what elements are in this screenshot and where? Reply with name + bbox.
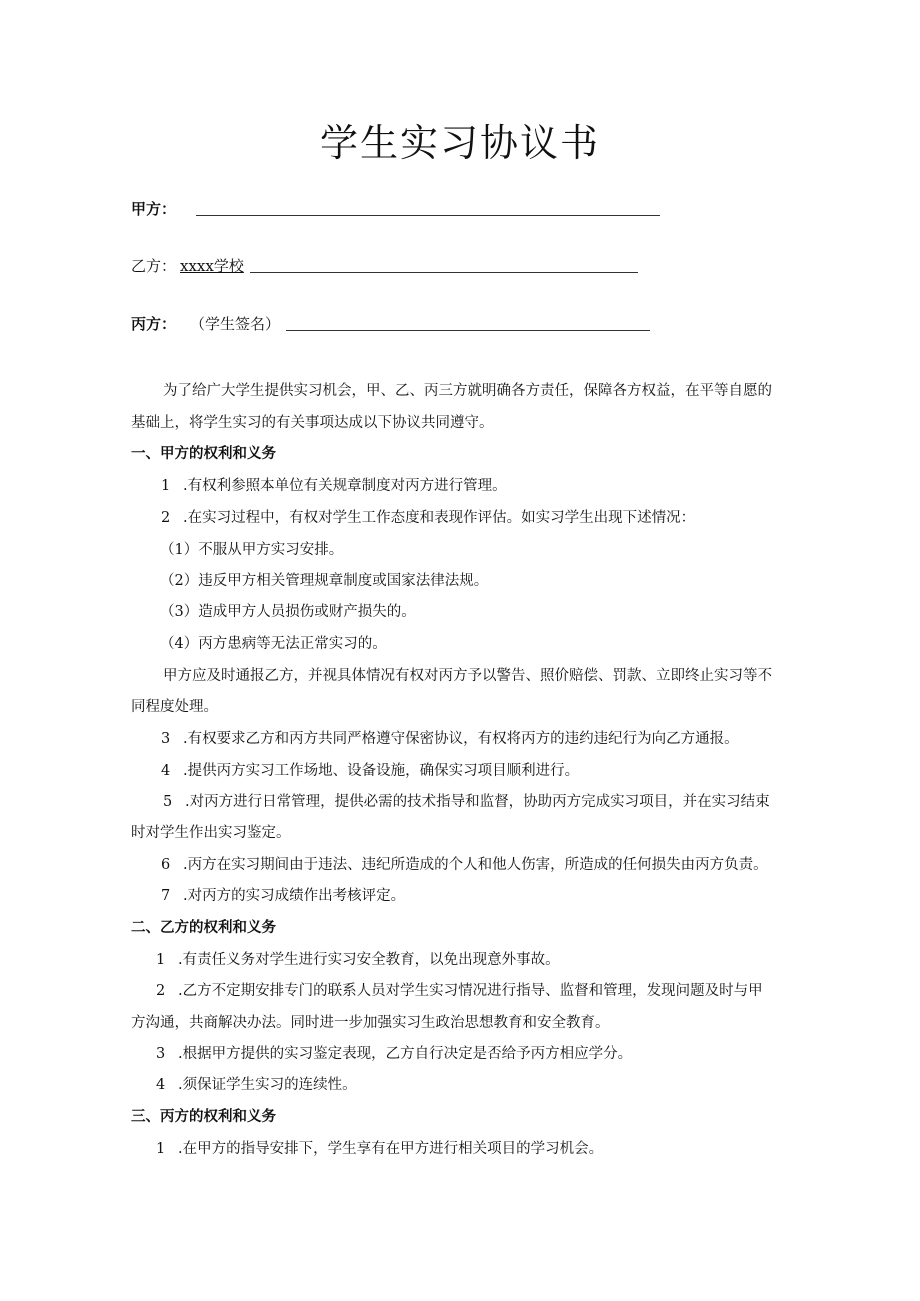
s1-item-3-text: .有权要求乙方和丙方共同严格遵守保密协议，有权将丙方的违约违纪行为向乙方通报。 bbox=[183, 731, 739, 747]
s1-note-line-1: 甲方应及时通报乙方，并视具体情况有权对丙方予以警告、照价赔偿、罚款、立即终止实习等不 bbox=[163, 668, 772, 684]
s1-item-1-text: .有权利参照本单位有关规章制度对丙方进行管理。 bbox=[183, 478, 507, 494]
s2-item-1 bbox=[156, 948, 560, 969]
section-1-heading: 一、甲方的权利和义务 bbox=[131, 446, 276, 462]
party-a-label: 甲方： bbox=[131, 200, 177, 218]
s1-item-5 bbox=[163, 790, 770, 811]
s1-sub-1: （1）不服从甲方实习安排。 bbox=[160, 542, 344, 558]
s1-sub-4: （4）丙方患病等无法正常实习的。 bbox=[160, 636, 387, 652]
s1-item-3 bbox=[161, 727, 739, 748]
s2-item-2-number: 2 bbox=[156, 983, 166, 999]
s1-item-7-text: .对丙方的实习成绩作出考核评定。 bbox=[183, 888, 406, 904]
s2-item-3-number: 3 bbox=[156, 1046, 166, 1062]
s1-item-4-text: .提供丙方实习工作场地、设备设施，确保实习项目顺利进行。 bbox=[183, 763, 580, 779]
s1-item-5-text: .对丙方进行日常管理，提供必需的技术指导和监督，协助丙方完成实习项目，并在实习结束 bbox=[185, 794, 770, 810]
s3-item-1-number: 1 bbox=[156, 1141, 166, 1157]
s1-item-1-number: 1 bbox=[161, 478, 171, 494]
s1-item-5-line-2: 时对学生作出实习鉴定。 bbox=[131, 825, 291, 841]
s1-item-7-number: 7 bbox=[161, 888, 171, 904]
s2-item-3 bbox=[156, 1042, 632, 1063]
s2-item-1-number: 1 bbox=[156, 952, 166, 968]
s1-sub-3: （3）造成甲方人员损伤或财产损失的。 bbox=[160, 604, 416, 620]
s1-item-3-number: 3 bbox=[161, 731, 171, 747]
s1-item-2 bbox=[161, 506, 695, 527]
s3-item-1 bbox=[156, 1137, 603, 1158]
s1-item-6-text: .丙方在实习期间由于违法、违纪所造成的个人和他人伤害，所造成的任何损失由丙方负责。 bbox=[183, 857, 768, 873]
party-a-blank-line bbox=[196, 215, 660, 216]
s1-item-4 bbox=[161, 759, 579, 780]
party-c-row bbox=[131, 313, 650, 334]
party-b-blank-line bbox=[250, 272, 638, 273]
s2-item-4 bbox=[156, 1073, 357, 1094]
document-title: 学生实习协议书 bbox=[319, 121, 600, 165]
s2-item-2 bbox=[156, 979, 763, 1000]
s1-item-1 bbox=[161, 474, 507, 495]
s1-note-line-2: 同程度处理。 bbox=[131, 699, 218, 715]
s1-sub-2: （2）违反甲方相关管理规章制度或国家法律法规。 bbox=[160, 573, 489, 589]
party-c-blank-line bbox=[286, 330, 650, 331]
s1-item-6 bbox=[161, 853, 768, 874]
s1-item-6-number: 6 bbox=[161, 857, 171, 873]
section-3-heading: 三、丙方的权利和义务 bbox=[131, 1109, 276, 1125]
party-b-label: 乙方： bbox=[131, 257, 177, 275]
s1-item-2-text: .在实习过程中，有权对学生工作态度和表现作评估。如实习学生出现下述情况： bbox=[183, 510, 696, 526]
s1-item-5-number: 5 bbox=[163, 794, 173, 810]
party-c-value: （学生签名） bbox=[190, 315, 281, 333]
intro-line-1: 为了给广大学生提供实习机会，甲、乙、丙三方就明确各方责任，保障各方权益，在平等自愿的 bbox=[163, 383, 772, 399]
s1-item-2-number: 2 bbox=[161, 510, 171, 526]
s1-item-4-number: 4 bbox=[161, 763, 171, 779]
s2-item-2-text: .乙方不定期安排专门的联系人员对学生实习情况进行指导、监督和管理，发现问题及时与甲 bbox=[178, 983, 763, 999]
party-b-row bbox=[131, 255, 638, 276]
party-c-label: 丙方： bbox=[131, 315, 177, 333]
intro-line-2: 基础上，将学生实习的有关事项达成以下协议共同遵守。 bbox=[131, 415, 494, 431]
s2-item-4-number: 4 bbox=[156, 1077, 166, 1093]
section-2-heading: 二、乙方的权利和义务 bbox=[131, 920, 276, 936]
s2-item-4-text: .须保证学生实习的连续性。 bbox=[178, 1077, 357, 1093]
party-a-row bbox=[131, 198, 660, 219]
s3-item-1-text: .在甲方的指导安排下，学生享有在甲方进行相关项目的学习机会。 bbox=[178, 1141, 604, 1157]
s1-item-7 bbox=[161, 884, 405, 905]
party-b-value: xxxx学校 bbox=[180, 257, 244, 275]
s2-item-2-line-2: 方沟通，共商解决办法。同时进一步加强实习生政治思想教育和安全教育。 bbox=[131, 1015, 610, 1031]
s2-item-1-text: .有责任义务对学生进行实习安全教育，以免出现意外事故。 bbox=[178, 952, 560, 968]
s2-item-3-text: .根据甲方提供的实习鉴定表现，乙方自行决定是否给予丙方相应学分。 bbox=[178, 1046, 633, 1062]
